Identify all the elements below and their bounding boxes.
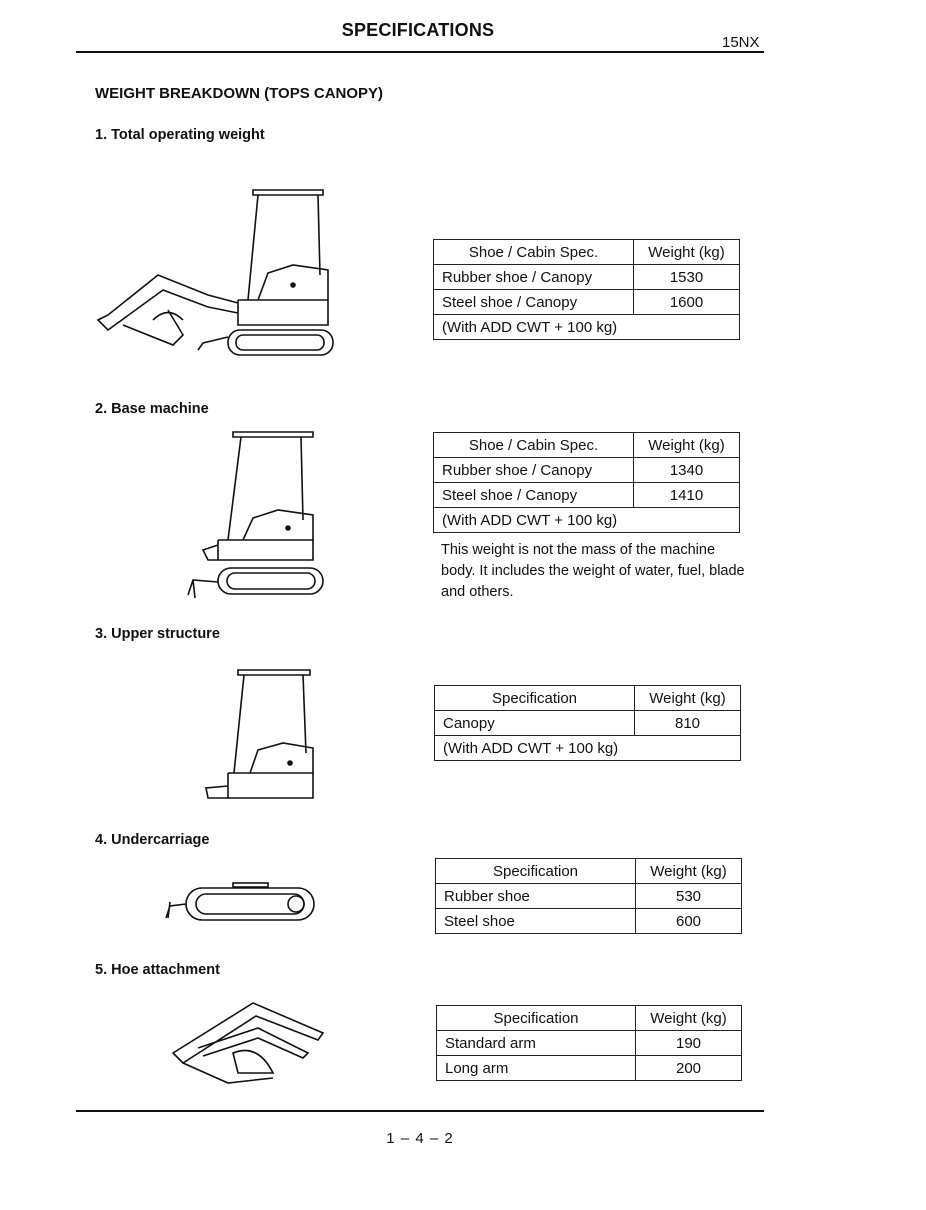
table-row: Steel shoe / Canopy 1410: [434, 483, 740, 508]
hoe-attachment-icon: [168, 998, 333, 1088]
table-row: Steel shoe 600: [436, 909, 742, 934]
table-footnote-row: (With ADD CWT + 100 kg): [434, 315, 740, 340]
subsection-title-upper-structure: 3. Upper structure: [95, 626, 220, 642]
table-header: Shoe / Cabin Spec.: [434, 240, 634, 265]
subsection-title-base-machine: 2. Base machine: [95, 401, 209, 417]
table-header: Specification: [435, 686, 635, 711]
weight-table-upper-structure: [434, 685, 741, 761]
table-header: Specification: [437, 1006, 636, 1031]
table-row: Steel shoe / Canopy 1600: [434, 290, 740, 315]
base-machine-note: This weight is not the mass of the machine body. It includes the weight of water, fuel, blade and others.: [441, 542, 745, 600]
weight-table-total-operating: [433, 239, 740, 340]
weight-table-hoe-attachment: [436, 1005, 742, 1081]
page-title: SPECIFICATIONS: [341, 20, 495, 40]
table-footnote-row: (With ADD CWT + 100 kg): [435, 736, 741, 761]
upper-structure-icon: [198, 668, 318, 808]
table-row: Rubber shoe 530: [436, 884, 742, 909]
page-number: 1 – 4 – 2: [386, 1130, 454, 1147]
weight-table-base-machine: [433, 432, 740, 533]
table-row: Rubber shoe / Canopy 1530: [434, 265, 740, 290]
excavator-base-icon: [183, 430, 328, 600]
header-divider: [76, 51, 764, 53]
table-row: Standard arm 190: [437, 1031, 742, 1056]
table-header: Weight (kg): [635, 686, 741, 711]
excavator-full-icon: [88, 185, 338, 360]
table-header: Specification: [436, 859, 636, 884]
model-label: 15NX: [722, 34, 760, 51]
section-title: WEIGHT BREAKDOWN (TOPS CANOPY): [95, 85, 384, 102]
table-header: Shoe / Cabin Spec.: [434, 433, 634, 458]
weight-table-undercarriage: [435, 858, 742, 934]
undercarriage-icon: [158, 880, 318, 925]
table-row: Long arm 200: [437, 1056, 742, 1081]
footer-divider: [76, 1110, 764, 1112]
table-header: Weight (kg): [636, 1006, 742, 1031]
table-row: Rubber shoe / Canopy 1340: [434, 458, 740, 483]
subsection-title-hoe-attachment: 5. Hoe attachment: [95, 962, 220, 978]
subsection-title-undercarriage: 4. Undercarriage: [95, 832, 210, 848]
table-row: Canopy 810: [435, 711, 741, 736]
table-header: Weight (kg): [634, 240, 740, 265]
table-header: Weight (kg): [634, 433, 740, 458]
table-header: Weight (kg): [636, 859, 742, 884]
subsection-title-total-operating-weight: 1. Total operating weight: [95, 127, 265, 143]
table-footnote-row: (With ADD CWT + 100 kg): [434, 508, 740, 533]
